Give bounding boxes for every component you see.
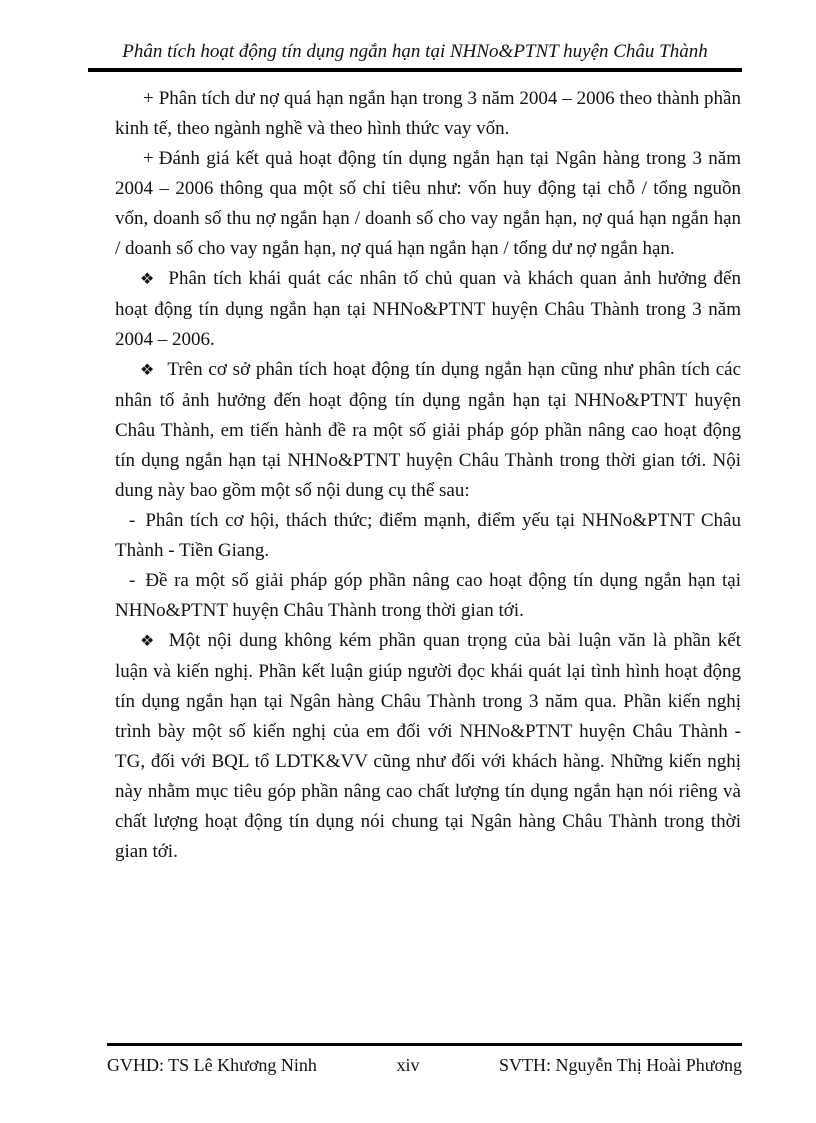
- plus-marker: +: [143, 148, 154, 169]
- paragraph-text: Đề ra một số giải pháp góp phần nâng cao hoạt động tín dụng ngắn hạn tại NHNo&PTNT huyện Châu Thành trong thời gian tới.: [115, 570, 741, 621]
- plus-marker: +: [143, 88, 154, 109]
- paragraph: [115, 626, 741, 867]
- paragraph-text: Đánh giá kết quả hoạt động tín dụng ngắn hạn tại Ngân hàng trong 3 năm 2004 – 2006 thông qua một số chỉ tiêu như: vốn huy động tại chỗ / tổng nguồn vốn, doanh số thu nợ ngắn hạn / doanh số cho vay ngắn hạn, nợ quá hạn ngắn hạn / doanh số cho vay ngắn hạn, nợ quá hạn ngắn hạn / tổng dư nợ ngắn hạn.: [115, 148, 741, 259]
- diamond-bullet-icon: ❖: [140, 271, 157, 288]
- paragraph: [115, 144, 741, 264]
- paragraph: [115, 84, 741, 144]
- paragraph: [115, 566, 741, 626]
- paragraph-text: Một nội dung không kém phần quan trọng của bài luận văn là phần kết luận và kiến nghị. Phần kết luận giúp người đọc khái quát lại tình hình hoạt động tín dụng ngắn hạn tại Ngân hàng Châu Thành trong 3 năm qua. Phần kiến nghị trình bày một số kiến nghị của em đối với NHNo&PTNT huyện Châu Thành - TG, đối với BQL tổ LDTK&VV cũng như đối với khách hàng. Những kiến nghị này nhằm mục tiêu góp phần nâng cao chất lượng tín dụng ngắn hạn nói riêng và chất lượng hoạt động tín dụng nói chung tại Ngân hàng Châu Thành trong thời gian tới.: [115, 630, 742, 862]
- paragraph-text: Phân tích khái quát các nhân tố chủ quan và khách quan ảnh hưởng đến hoạt động tín dụng ngắn hạn tại NHNo&PTNT huyện Châu Thành trong 3 năm 2004 – 2006.: [115, 268, 741, 350]
- dash-marker: -: [129, 570, 136, 591]
- footer-rule: [107, 1043, 742, 1046]
- footer-page-number: xiv: [396, 1055, 420, 1075]
- page-footer: [107, 1053, 742, 1077]
- footer-student: SVTH: Nguyễn Thị Hoài Phương: [499, 1055, 742, 1075]
- paragraph: [115, 355, 741, 506]
- paragraph: [115, 506, 741, 566]
- footer-advisor: GVHD: TS Lê Khương Ninh: [107, 1055, 317, 1075]
- paragraph: [115, 264, 741, 355]
- paragraph-text: Trên cơ sở phân tích hoạt động tín dụng ngắn hạn cũng như phân tích các nhân tố ảnh hưởng đến hoạt động tín dụng ngắn hạn tại NHNo&PTNT huyện Châu Thành, em tiến hành đề ra một số giải pháp góp phần nâng cao hoạt động tín dụng ngắn hạn tại NHNo&PTNT huyện Châu Thành trong thời gian tới. Nội dung này bao gồm một số nội dung cụ thể sau:: [115, 359, 742, 501]
- paragraph-text: Phân tích cơ hội, thách thức; điểm mạnh, điểm yếu tại NHNo&PTNT Châu Thành - Tiền Giang.: [115, 510, 741, 561]
- paragraph-text: Phân tích dư nợ quá hạn ngắn hạn trong 3 năm 2004 – 2006 theo thành phần kinh tế, theo ngành nghề và theo hình thức vay vốn.: [115, 88, 741, 139]
- document-body: [115, 84, 741, 867]
- diamond-bullet-icon: ❖: [140, 362, 156, 379]
- header-double-rule: [88, 68, 742, 72]
- diamond-bullet-icon: ❖: [140, 633, 157, 650]
- dash-marker: -: [129, 510, 136, 531]
- page-header-title: Phân tích hoạt động tín dụng ngắn hạn tại NHNo&PTNT huyện Châu Thành: [122, 41, 708, 62]
